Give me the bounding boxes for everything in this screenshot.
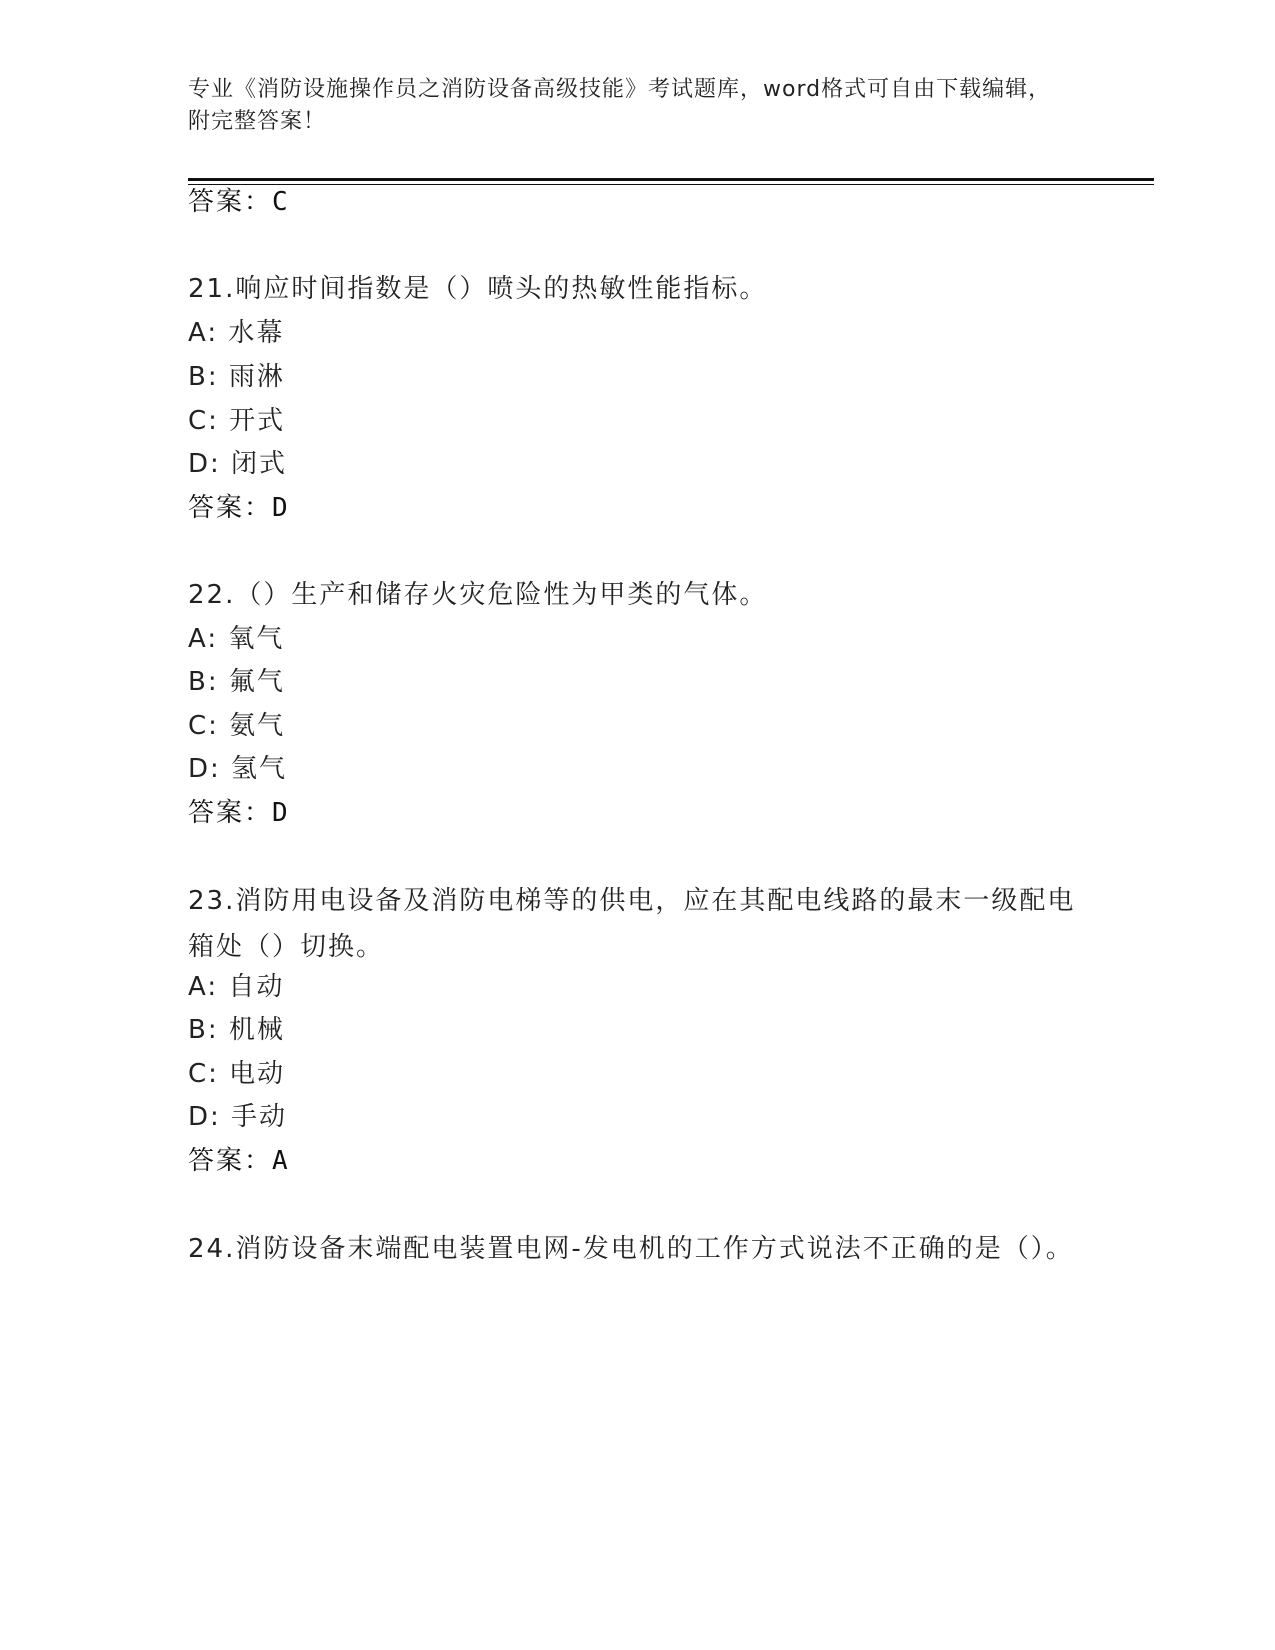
option-a: A: 氧气 xyxy=(188,624,285,654)
header-rule-thick xyxy=(188,178,1154,181)
answer-label: 答案： xyxy=(188,493,273,523)
question-answer xyxy=(188,492,290,524)
question-stem: 24.消防设备末端配电装置电网-发电机的工作方式说法不正确的是（）。 xyxy=(188,1234,1074,1264)
option-d: D: 闭式 xyxy=(188,449,288,479)
question-stem: 23.消防用电设备及消防电梯等的供电，应在其配电线路的最末一级配电箱处（）切换。 xyxy=(188,886,1076,962)
option-b: B: 雨淋 xyxy=(188,362,285,392)
option-c: C: 氨气 xyxy=(188,711,286,741)
option-c: C: 开式 xyxy=(188,406,286,436)
question-stem: 22.（）生产和储存火灾危险性为甲类的气体。 xyxy=(188,580,768,610)
question-answer xyxy=(188,1145,290,1177)
option-c: C: 电动 xyxy=(188,1059,286,1089)
option-b: B: 氟气 xyxy=(188,667,285,697)
option-d: D: 手动 xyxy=(188,1102,288,1132)
option-b: B: 机械 xyxy=(188,1015,285,1045)
question-stem: 21.响应时间指数是（）喷头的热敏性能指标。 xyxy=(188,274,768,304)
answer-label: 答案： xyxy=(188,798,273,828)
answer-value: C xyxy=(272,187,290,217)
previous-answer xyxy=(188,186,290,218)
answer-label: 答案： xyxy=(188,187,273,217)
answer-value: A xyxy=(272,1146,290,1176)
option-a: A: 自动 xyxy=(188,972,285,1002)
option-d: D: 氢气 xyxy=(188,754,288,784)
answer-label: 答案： xyxy=(188,1146,273,1176)
option-a: A: 水幕 xyxy=(188,318,285,348)
answer-value: D xyxy=(272,798,290,828)
header-rule-thin xyxy=(188,184,1154,185)
answer-value: D xyxy=(272,493,290,523)
question-answer xyxy=(188,797,290,829)
document-header: 专业《消防设施操作员之消防设备高级技能》考试题库，word格式可自由下载编辑，附完整答案！ xyxy=(188,77,1052,134)
